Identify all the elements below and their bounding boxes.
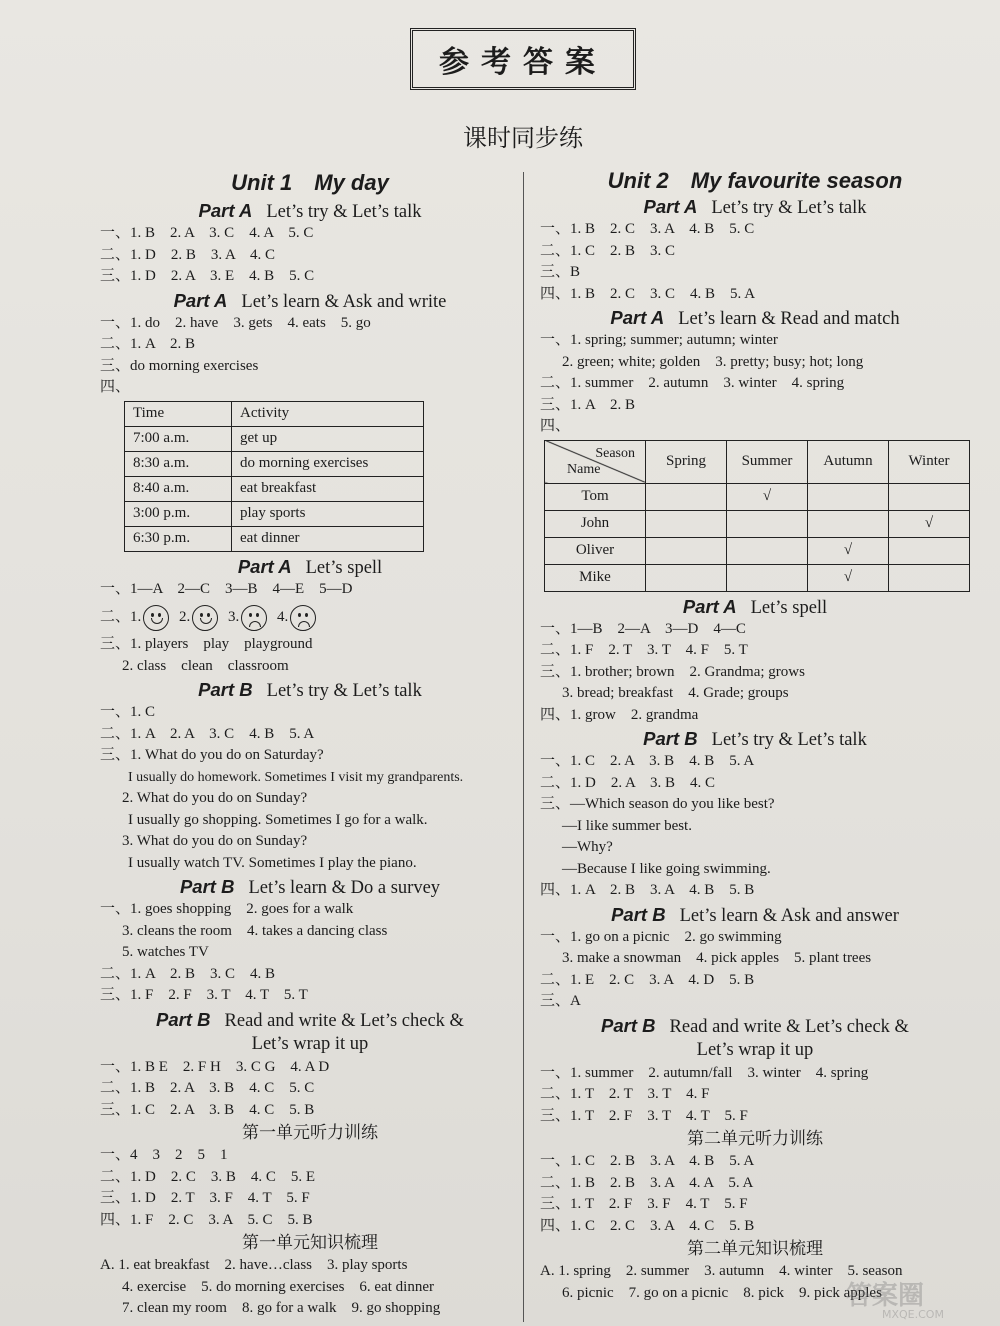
check-cell [727,564,808,591]
answer-line: 一、1. spring; summer; autumn; winter [540,332,778,348]
answer-line: 二、1. C 2. B 3. C [540,242,676,259]
answer-line: I usually watch TV. Sometimes I play the piano. [128,854,417,871]
table-header-cell: Summer [727,440,808,483]
answer-line: —Because I like going swimming. [562,860,771,877]
table-cell: do morning exercises [232,451,424,476]
section-heading: Part A Let’s spell [237,555,383,578]
section-heading-continued: Let’s wrap it up [251,1033,369,1054]
answer-line: 一、1. summer 2. autumn/fall 3. winter 4. spring [540,1064,869,1081]
table-row [125,526,424,551]
watermark-text: 答案圈 [846,1281,925,1311]
answer-line: 一、1. C [100,704,156,720]
section-heading-knowledge: 第二单元知识梳理 [687,1239,823,1259]
answer-line: A. 1. eat breakfast 2. have…class 3. play sports [100,1257,408,1273]
answer-line: 5. watches TV [122,944,209,960]
answer-line: 三、1. C 2. A 3. B 4. C 5. B [100,1101,315,1118]
answer-line: 一、1. go on a picnic 2. go swimming [540,928,782,945]
table-cell: Tom [545,483,646,510]
table-header-cell: Winter [889,440,970,483]
table-cell: get up [232,426,424,451]
check-cell [889,537,970,564]
answer-line: A. 1. spring 2. summer 3. autumn 4. winter 5. season [540,1263,903,1279]
section-heading-listening: 第二单元听力训练 [687,1129,823,1149]
section-heading: Part A Let’s learn & Ask and write [173,289,447,312]
answer-line: 三、1. D 2. A 3. E 4. B 5. C [100,268,315,284]
table-header-row [545,440,970,483]
check-cell [646,510,727,537]
table-row [545,483,970,510]
answer-line: 二、1. A 2. B 3. C 4. B [100,965,276,982]
answer-line: I usually do homework. Sometimes I visit my grandparents. [128,769,464,785]
check-cell: √ [808,564,889,591]
watermark-logo-icon [842,1276,992,1320]
answer-line: —Why? [562,839,613,855]
face-answer-row: 二、1. 2. 3. 4. [100,600,520,634]
answer-line: 三、1. T 2. F 3. F 4. T 5. F [540,1196,748,1212]
answer-line: 四、1. grow 2. grandma [540,706,699,723]
section-heading: Part B Let’s try & Let’s talk [643,728,867,750]
answer-line: 3. make a snowman 4. pick apples 5. plant trees [562,950,872,966]
section-heading: Part B Read and write & Let’s check & [156,1008,464,1031]
answer-line: 一、1. B E 2. F H 3. C G 4. A D [100,1058,330,1075]
answer-line: 三、do morning exercises [100,357,259,374]
answer-line: 一、1. B 2. A 3. C 4. A 5. C [100,225,314,241]
answer-line: 二、1. T 2. T 3. T 4. F [540,1086,710,1102]
answer-line: 三、—Which season do you like best? [540,796,775,812]
sad-face-icon [290,605,316,631]
answer-key-title-box [410,28,636,90]
daily-activity-table [124,401,424,552]
answer-line: 四、 [100,379,131,395]
section-heading: Part B Let’s try & Let’s talk [198,679,422,701]
section-heading: Part A Let’s learn & Read and match [610,307,900,329]
answer-line: 一、4 3 2 5 1 [100,1147,228,1163]
section-heading: Part A Let’s spell [682,595,828,618]
answer-line: 三、A [540,993,581,1009]
answer-line: 二、1. B 2. A 3. B 4. C 5. C [100,1080,315,1096]
answer-line: 一、1—B 2—A 3—D 4—C [540,620,746,637]
check-cell [727,510,808,537]
check-cell [727,537,808,564]
answer-line: 三、B [540,264,581,280]
table-header-cell: Time [125,401,232,426]
smiley-face-icon [143,605,169,631]
answer-line: 二、1. D 2. A 3. B 4. C [540,774,716,791]
answer-line: —I like summer best. [562,817,692,834]
answer-line: 二、1. A 2. A 3. C 4. B 5. A [100,725,315,742]
answer-line: 3. What do you do on Sunday? [122,833,308,849]
check-cell [889,564,970,591]
smiley-face-icon [192,605,218,631]
table-cell: 7:00 a.m. [125,426,232,451]
section-heading-listening: 第一单元听力训练 [242,1123,378,1143]
sad-face-icon [241,605,267,631]
answer-line: 三、1. A 2. B [540,396,636,413]
table-header-cell: Autumn [808,440,889,483]
check-cell [646,537,727,564]
table-cell: eat breakfast [232,476,424,501]
table-row [125,451,424,476]
check-cell [808,483,889,510]
table-corner-cell: Season Name [545,440,646,483]
answer-line: 7. clean my room 8. go for a walk 9. go shopping [122,1300,441,1316]
answer-line: 二、1. F 2. T 3. T 4. F 5. T [540,642,748,658]
unit-1-column [100,168,520,1320]
answer-line: 二、1. B 2. B 3. A 4. A 5. A [540,1174,754,1191]
answer-line: 一、1. C 2. A 3. B 4. B 5. A [540,753,755,769]
answer-line: 一、1. C 2. B 3. A 4. B 5. A [540,1153,755,1169]
section-heading-knowledge: 第一单元知识梳理 [242,1233,378,1253]
answer-line: 一、1—A 2—C 3—B 4—E 5—D [100,580,353,597]
answer-line: 四、1. F 2. C 3. A 5. C 5. B [100,1211,313,1228]
answer-line: 4. exercise 5. do morning exercises 6. eat dinner [122,1278,434,1295]
answer-line: 二、1. A 2. B [100,336,196,352]
section-heading: Part B Let’s learn & Do a survey [179,876,441,898]
table-cell: 8:30 a.m. [125,451,232,476]
watermark-url: MXQE.COM [882,1308,944,1320]
table-cell: eat dinner [232,526,424,551]
check-cell [646,483,727,510]
table-cell: Mike [545,564,646,591]
table-cell: 8:40 a.m. [125,476,232,501]
table-row [125,426,424,451]
unit-title: Unit 1 My day [231,170,389,195]
answer-line: 四、1. B 2. C 3. C 4. B 5. A [540,285,756,302]
check-cell: √ [889,510,970,537]
page-subtitle: 课时同步练 [463,124,583,152]
answer-line: 二、1. D 2. B 3. A 4. C [100,246,276,263]
answer-line: I usually go shopping. Sometimes I go for a walk. [128,811,428,828]
table-cell: John [545,510,646,537]
check-cell: √ [808,537,889,564]
answer-line: 一、1. goes shopping 2. goes for a walk [100,901,354,917]
answer-line: 三、1. F 2. F 3. T 4. T 5. T [100,987,308,1003]
answer-line: 2. green; white; golden 3. pretty; busy; hot; long [562,353,864,370]
answer-line: 二、1. summer 2. autumn 3. winter 4. spring [540,375,845,391]
answer-line: 6. picnic 7. go on a picnic 8. pick 9. pick apples [562,1284,882,1301]
table-cell: Oliver [545,537,646,564]
table-row [125,501,424,526]
table-cell: play sports [232,501,424,526]
answer-line: 三、1. players play playground [100,636,313,652]
column-divider [523,172,524,1322]
answer-line: 二、1. D 2. C 3. B 4. C 5. E [100,1168,316,1185]
page-title: 参考答案 [439,45,607,80]
table-row [545,537,970,564]
answer-line: 一、1. B 2. C 3. A 4. B 5. C [540,221,755,237]
table-cell: 6:30 p.m. [125,526,232,551]
section-heading: Part B Let’s learn & Ask and answer [611,903,899,926]
unit-title: Unit 2 My favourite season [607,168,903,193]
answer-line: 四、1. C 2. C 3. A 4. C 5. B [540,1217,755,1234]
table-row [545,510,970,537]
answer-line: 四、1. A 2. B 3. A 4. B 5. B [540,882,755,898]
answer-line: 四、 [540,418,571,434]
check-cell [889,483,970,510]
table-row [125,476,424,501]
table-header-cell: Activity [232,401,424,426]
answer-line: 3. bread; breakfast 4. Grade; groups [562,685,789,701]
answer-line: 三、1. T 2. F 3. T 4. T 5. F [540,1107,748,1124]
answer-line: 二、1. E 2. C 3. A 4. D 5. B [540,971,755,988]
answer-line: 三、1. brother; brown 2. Grandma; grows [540,663,805,680]
section-heading: Part B Read and write & Let’s check & [601,1014,909,1037]
section-heading: Part A Let’s try & Let’s talk [198,200,422,222]
answer-line: 2. class clean classroom [122,657,289,674]
check-cell [808,510,889,537]
section-heading: Part A Let’s try & Let’s talk [643,196,867,218]
check-cell [646,564,727,591]
answer-line: 三、1. What do you do on Saturday? [100,747,324,763]
answer-line: 三、1. D 2. T 3. F 4. T 5. F [100,1190,310,1206]
unit-2-column [540,168,970,1304]
answer-line: 一、1. do 2. have 3. gets 4. eats 5. go [100,314,371,331]
section-heading-continued: Let’s wrap it up [696,1039,814,1060]
table-cell: 3:00 p.m. [125,501,232,526]
check-cell: √ [727,483,808,510]
answer-line: 3. cleans the room 4. takes a dancing class [122,922,388,939]
table-header-cell: Spring [646,440,727,483]
answer-line: 2. What do you do on Sunday? [122,790,308,806]
table-row [545,564,970,591]
table-header-row [125,401,424,426]
favourite-season-table [544,440,970,592]
